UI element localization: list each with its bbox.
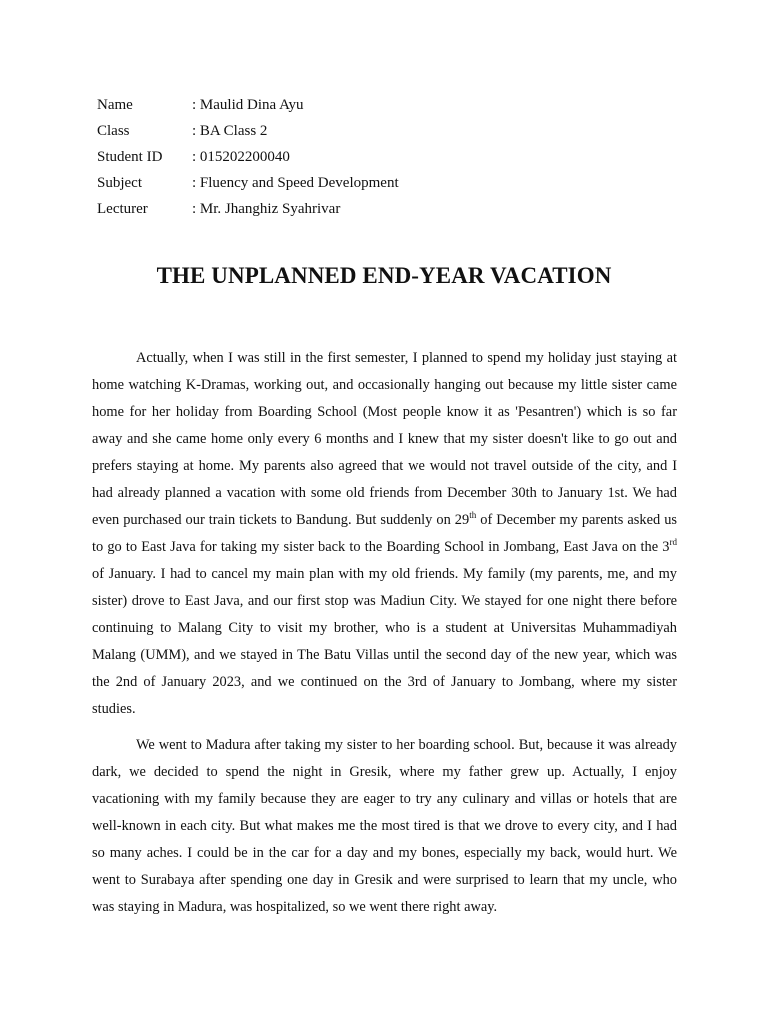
student-info-table <box>97 92 399 222</box>
info-label: Subject <box>97 175 142 191</box>
essay-body <box>92 345 677 921</box>
info-row-subject <box>97 170 399 196</box>
info-row-name <box>97 92 399 118</box>
info-row-class <box>97 118 399 144</box>
info-value: : Fluency and Speed Development <box>192 175 399 191</box>
info-label: Student ID <box>97 149 163 165</box>
info-label: Name <box>97 97 133 113</box>
paragraph-text: of December my parents asked us to go to East Java for taking my sister back to the Boarding School in Jombang, East Java on the 3 <box>92 512 678 555</box>
info-row-lecturer <box>97 196 399 222</box>
paragraph-1 <box>92 345 677 723</box>
ordinal-suffix: rd <box>669 537 677 548</box>
ordinal-suffix: th <box>469 510 477 521</box>
document-title: THE UNPLANNED END-YEAR VACATION <box>156 263 612 288</box>
info-value: : BA Class 2 <box>192 123 268 139</box>
info-label: Class <box>97 123 130 139</box>
info-value: : Mr. Jhanghiz Syahrivar <box>192 201 341 217</box>
info-value: : 015202200040 <box>192 149 290 165</box>
info-row-student-id <box>97 144 399 170</box>
info-value: : Maulid Dina Ayu <box>192 97 304 113</box>
paragraph-text: Actually, when I was still in the first semester, I planned to spend my holiday just staying at home watching K-Dramas, working out, and occasionally hanging out because my little sister came home for her holiday from Boarding School (Most people know it as 'Pesantren') which is so far away and she came home only every 6 months and I knew that my sister doesn't like to go out and prefers staying at home. My parents also agreed that we would not travel outside of the city, and I had already planned a vacation with some old friends from December 30th to January 1st. We had even purchased our train tickets to Bandung. But suddenly on 29 <box>92 350 677 528</box>
info-label: Lecturer <box>97 201 148 217</box>
paragraph-text: of January. I had to cancel my main plan with my old friends. My family (my parents, me, and my sister) drove to East Java, and our first stop was Madiun City. We stayed for one night there before continuing to Malang City to visit my brother, who is a student at Universitas Muhammadiyah Malang (UMM), and we stayed in The Batu Villas until the second day of the new year, which was the 2nd of January 2023, and we continued on the 3rd of January to Jombang, where my sister studies. <box>92 566 677 717</box>
paragraph-2: We went to Madura after taking my sister to her boarding school. But, because it was already dark, we decided to spend the night in Gresik, where my father grew up. Actually, I enjoy vacationing with my family because they are eager to try any culinary and villas or hotels that are well-known in each city. But what makes me the most tired is that we drove to every city, and I had so many aches. I could be in the car for a day and my bones, especially my back, would hurt. We went to Surabaya after spending one day in Gresik and were surprised to learn that my uncle, who was staying in Madura, was hospitalized, so we went there right away. <box>92 737 677 915</box>
